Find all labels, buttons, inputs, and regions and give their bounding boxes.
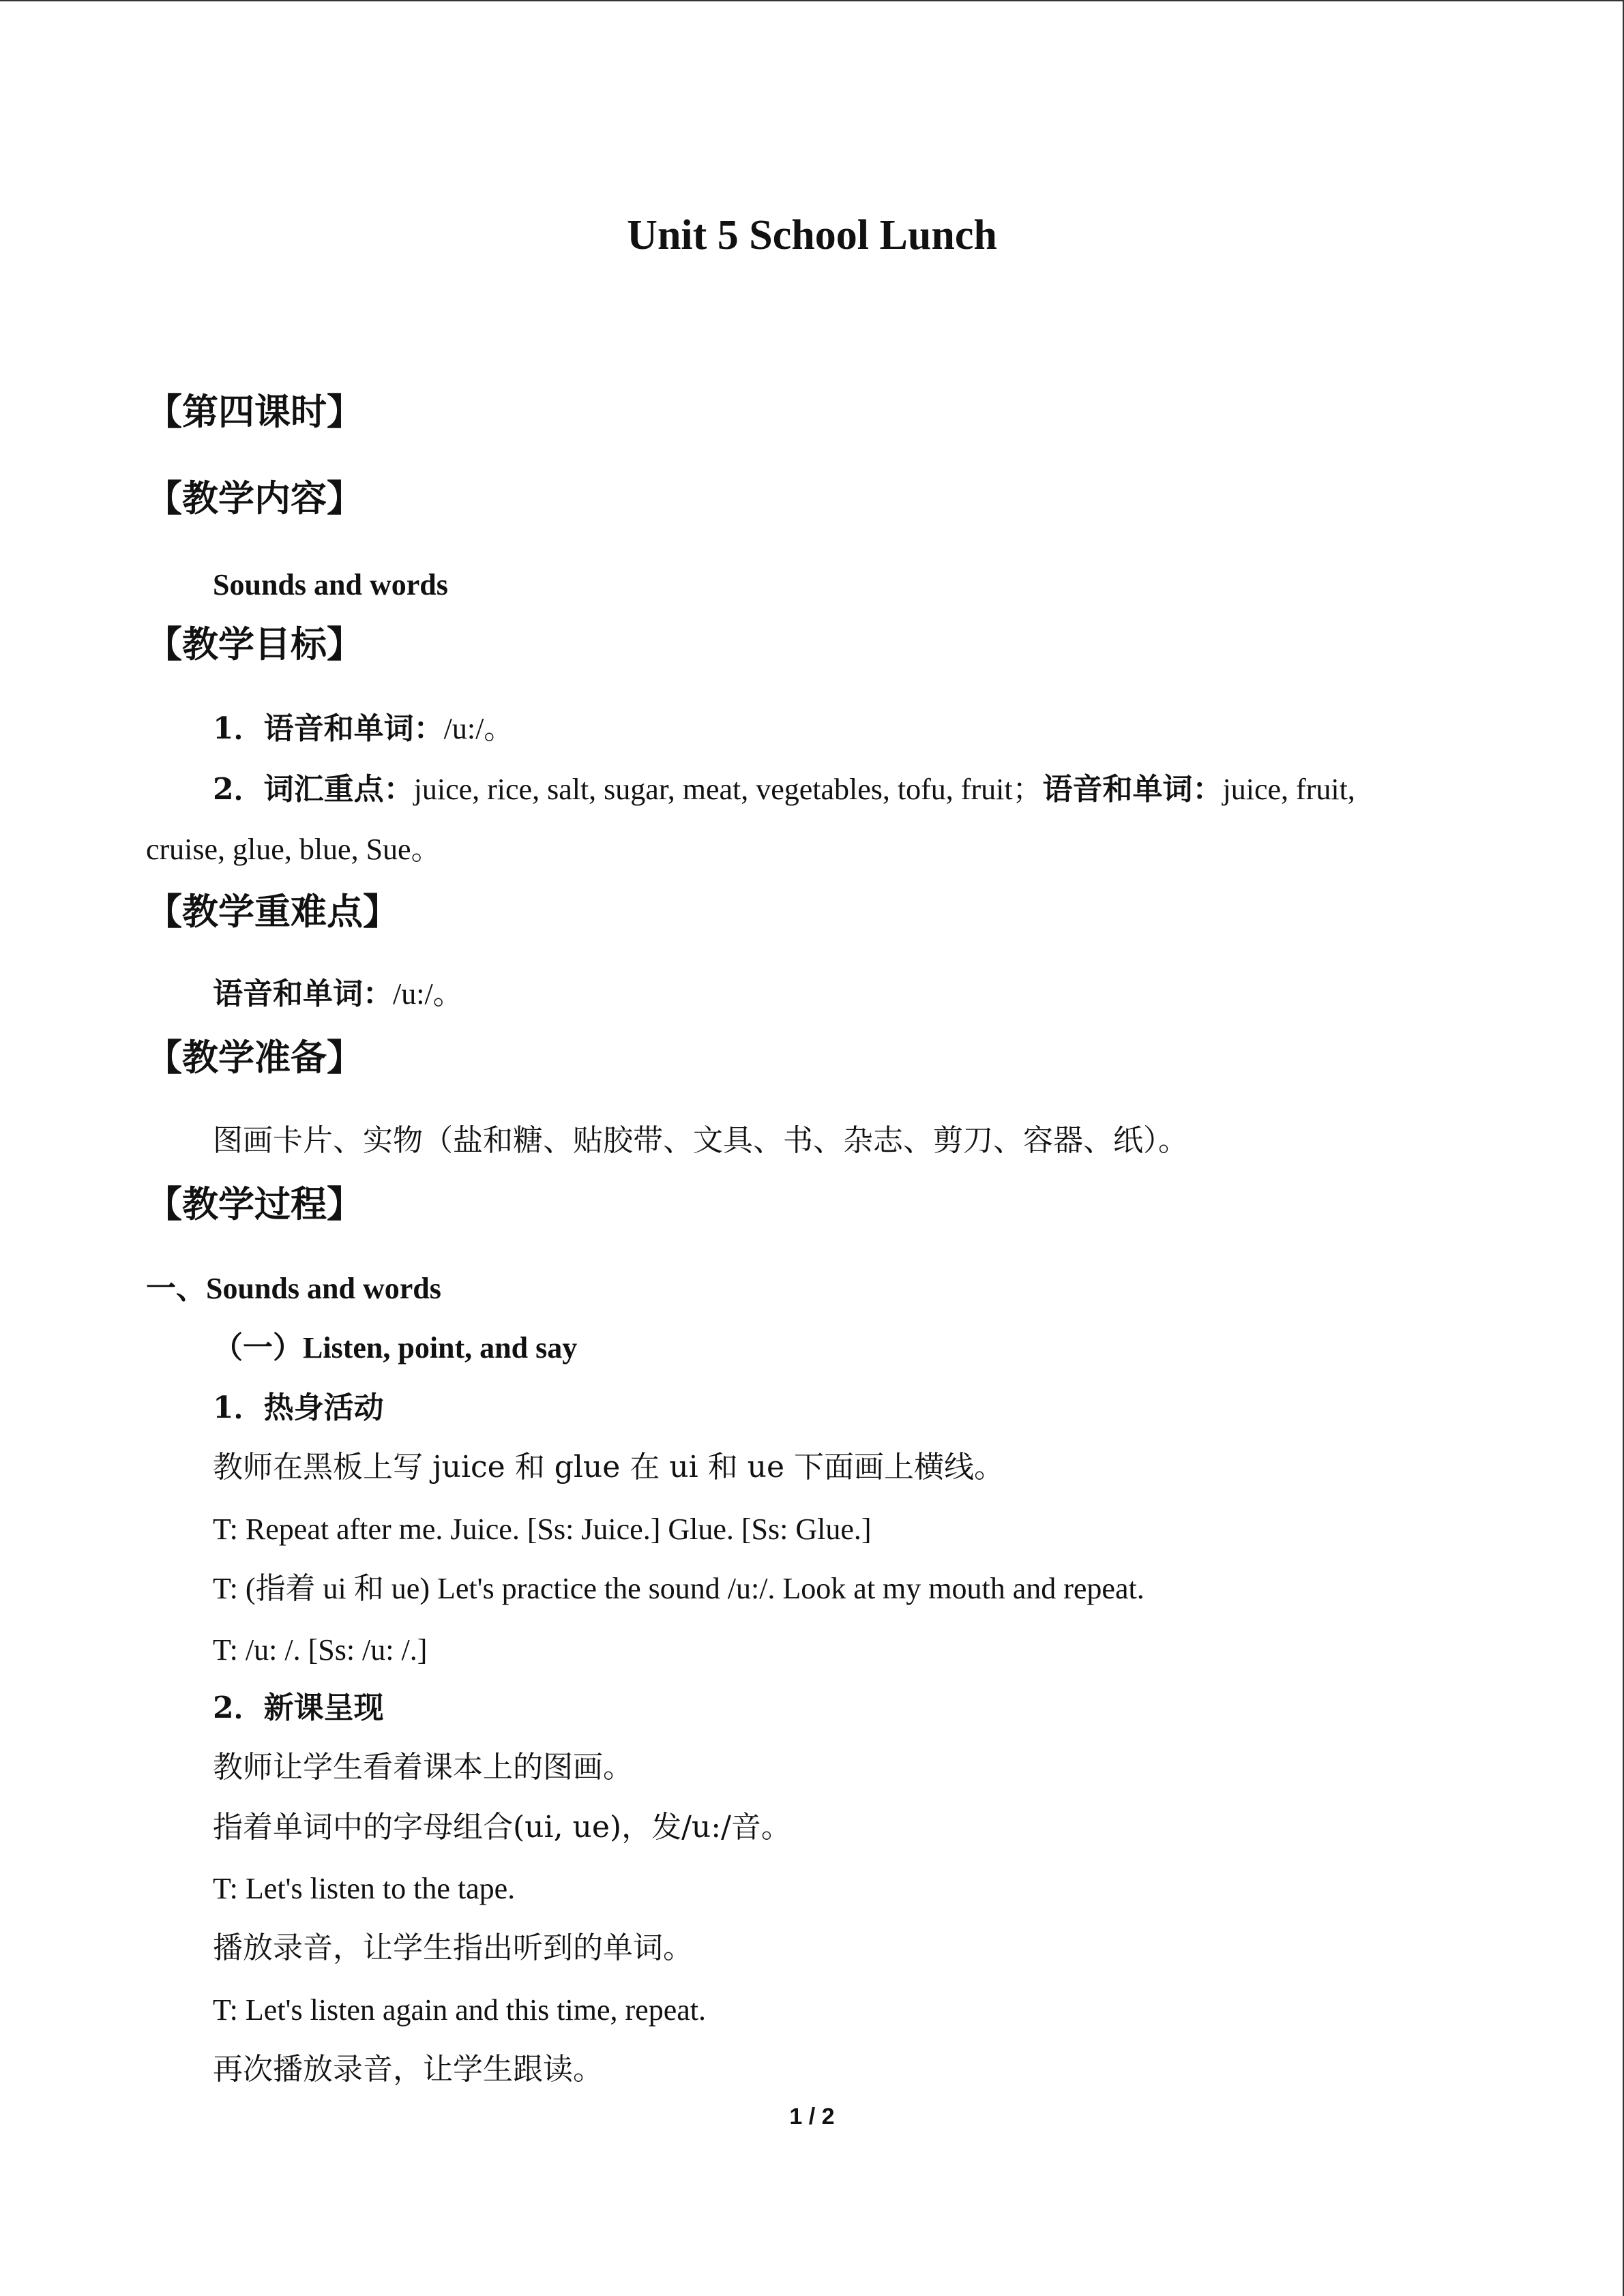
step-1-line: 教师在黑板上写 juice 和 glue 在 ui 和 ue 下面画上横线。 (213, 1450, 1005, 1485)
step-2-title: 2．新课呈现 (213, 1690, 384, 1725)
objective-2-label-b: 语音和单词： (1042, 772, 1223, 807)
step-2-line: T: Let's listen to the tape. (213, 1872, 516, 1905)
sub-1-title: （一）Listen, point, and say (213, 1331, 578, 1365)
objective-1 (213, 709, 514, 749)
document-title: Unit 5 School Lunch (627, 212, 997, 258)
step-2-line: T: Let's listen again and this time, repeat. (213, 1993, 706, 2027)
objective-1-text: /u:/。 (443, 712, 514, 745)
step-2-line: 再次播放录音，让学生跟读。 (213, 2052, 603, 2087)
objective-2-text-b: juice, fruit, (1222, 773, 1355, 806)
step-1-line: T: /u: /. [Ss: /u: /.] (213, 1633, 428, 1667)
keypoints (213, 974, 463, 1015)
content-text: Sounds and words (213, 568, 448, 601)
keypoints-text: /u:/。 (393, 977, 463, 1011)
objective-2 (213, 769, 1355, 810)
objective-2-label: 2．词汇重点： (213, 772, 414, 807)
keypoints-heading: 【教学重难点】 (146, 891, 399, 933)
preparation-heading: 【教学准备】 (146, 1037, 363, 1079)
step-1-line: T: Repeat after me. Juice. [Ss: Juice.] Glue. [Ss: Glue.] (213, 1512, 872, 1546)
step-1-title: 1．热身活动 (213, 1390, 384, 1425)
page-top-border (0, 0, 1624, 1)
page-number: 1 / 2 (789, 2104, 835, 2130)
content-heading: 【教学内容】 (146, 478, 363, 520)
objective-1-label: 1．语音和单词： (213, 711, 444, 746)
objectives-heading: 【教学目标】 (146, 624, 363, 666)
step-2-line: 播放录音，让学生指出听到的单词。 (213, 1930, 693, 1965)
step-2-line: 指着单词中的字母组合(ui, ue)，发/u:/音。 (213, 1810, 791, 1845)
lesson-period-heading: 【第四课时】 (146, 391, 363, 433)
step-1-line: T: (指着 ui 和 ue) Let's practice the sound /u:/. Look at my mouth and repeat. (213, 1572, 1145, 1605)
part-1-title: 一、Sounds and words (146, 1272, 441, 1305)
keypoints-label: 语音和单词： (213, 976, 393, 1011)
objective-2-continued: cruise, glue, blue, Sue。 (146, 833, 441, 866)
step-2-line: 教师让学生看着课本上的图画。 (213, 1750, 633, 1785)
process-heading: 【教学过程】 (146, 1184, 363, 1225)
preparation-text: 图画卡片、实物（盐和糖、贴胶带、文具、书、杂志、剪刀、容器、纸）。 (213, 1123, 1188, 1158)
objective-2-text-a: juice, rice, salt, sugar, meat, vegetables, tofu, fruit； (413, 773, 1043, 806)
